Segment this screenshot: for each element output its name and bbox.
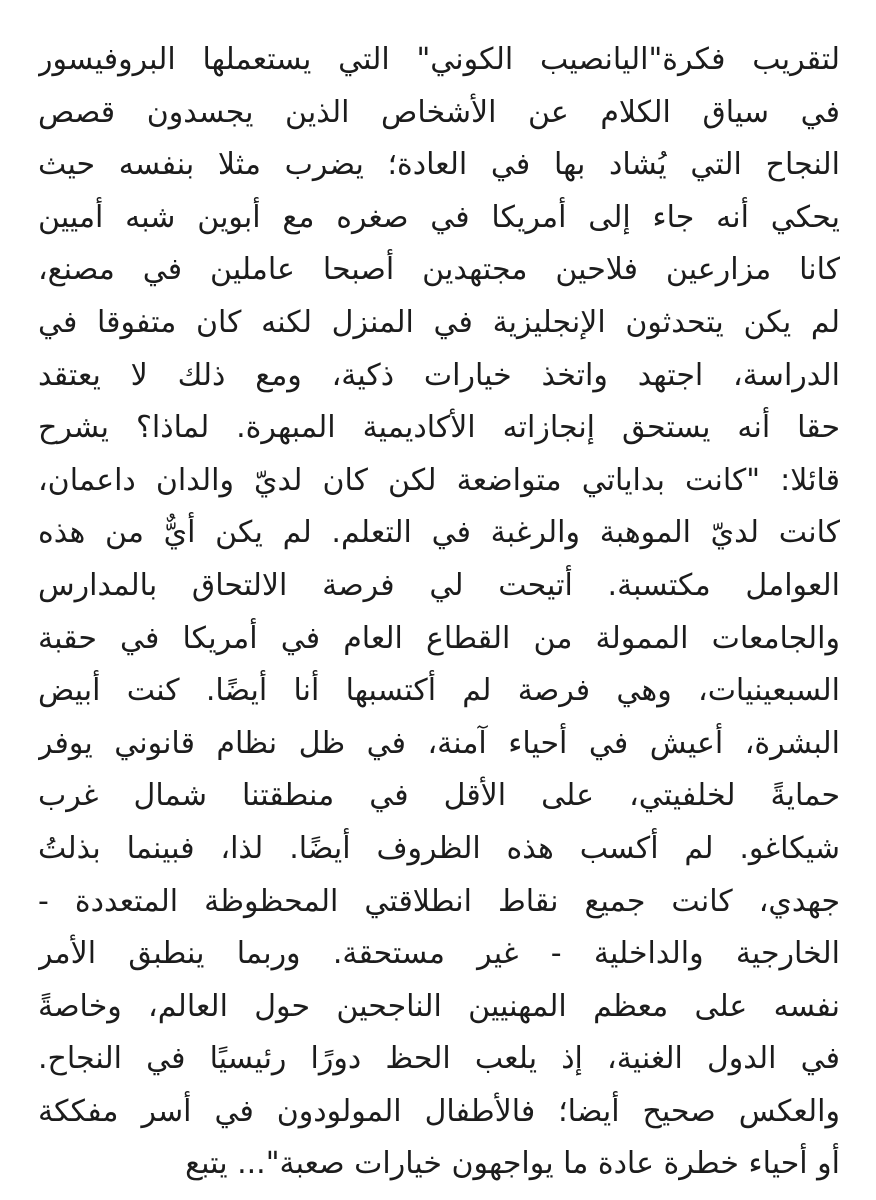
text-line: حمايةً لخلفيتي، على الأقل في منطقتنا شمال غرب — [38, 778, 840, 814]
text-line: في سياق الكلام عن الأشخاص الذين يجسدون قصص — [38, 94, 840, 130]
text-line: والعكس صحيح أيضا؛ فالأطفال المولودون في أسر مفككة — [38, 1093, 840, 1129]
text-line: شيكاغو. لم أكسب هذه الظروف أيضًا. لذا، فبينما بذلتُ — [38, 830, 840, 866]
text-line: نفسه على معظم المهنيين الناجحين حول العالم، وخاصةً — [38, 988, 840, 1024]
text-line: قائلا: "كانت بداياتي متواضعة لكن كان لديّ والدان داعمان، — [38, 462, 840, 498]
text-line: حقا أنه يستحق إنجازاته الأكاديمية المبهرة. لماذا؟ يشرح — [38, 410, 840, 446]
text-line: لم يكن يتحدثون الإنجليزية في المنزل لكنه كان متفوقا في — [38, 304, 840, 340]
text-line: كانا مزارعين فلاحين مجتهدين أصبحا عاملين في مصنع، — [38, 252, 840, 288]
text-line: جهدي، كانت جميع نقاط انطلاقتي المحظوظة المتعددة - — [38, 883, 840, 919]
text-line: لتقريب فكرة"اليانصيب الكوني" التي يستعملها البروفيسور — [38, 42, 840, 77]
text-line: أو أحياء خطرة عادة ما يواجهون خيارات صعبة"... يتبع — [185, 1146, 840, 1182]
text-line: الخارجية والداخلية - غير مستحقة. وربما ينطبق الأمر — [38, 936, 840, 972]
text-line: العوامل مكتسبة. أتيحت لي فرصة الالتحاق بالمدارس — [38, 567, 840, 603]
article-text — [38, 34, 840, 1191]
text-line: الدراسة، اجتهد واتخذ خيارات ذكية، ومع ذلك لا يعتقد — [38, 357, 840, 393]
text-line: النجاح التي يُشاد بها في العادة؛ يضرب مثلا بنفسه حيث — [38, 147, 840, 183]
text-line: السبعينيات، وهي فرصة لم أكتسبها أنا أيضًا. كنت أبيض — [38, 673, 840, 709]
text-line: يحكي أنه جاء إلى أمريكا في صغره مع أبوين شبه أميين — [38, 199, 840, 235]
text-line: في الدول الغنية، إذ يلعب الحظ دورًا رئيسيًا في النجاح. — [38, 1041, 840, 1077]
text-line: كانت لديّ الموهبة والرغبة في التعلم. لم يكن أيٌّ من هذه — [38, 515, 840, 551]
text-line: البشرة، أعيش في أحياء آمنة، في ظل نظام قانوني يوفر — [38, 725, 840, 761]
text-line: والجامعات الممولة من القطاع العام في أمريكا في حقبة — [38, 620, 840, 656]
